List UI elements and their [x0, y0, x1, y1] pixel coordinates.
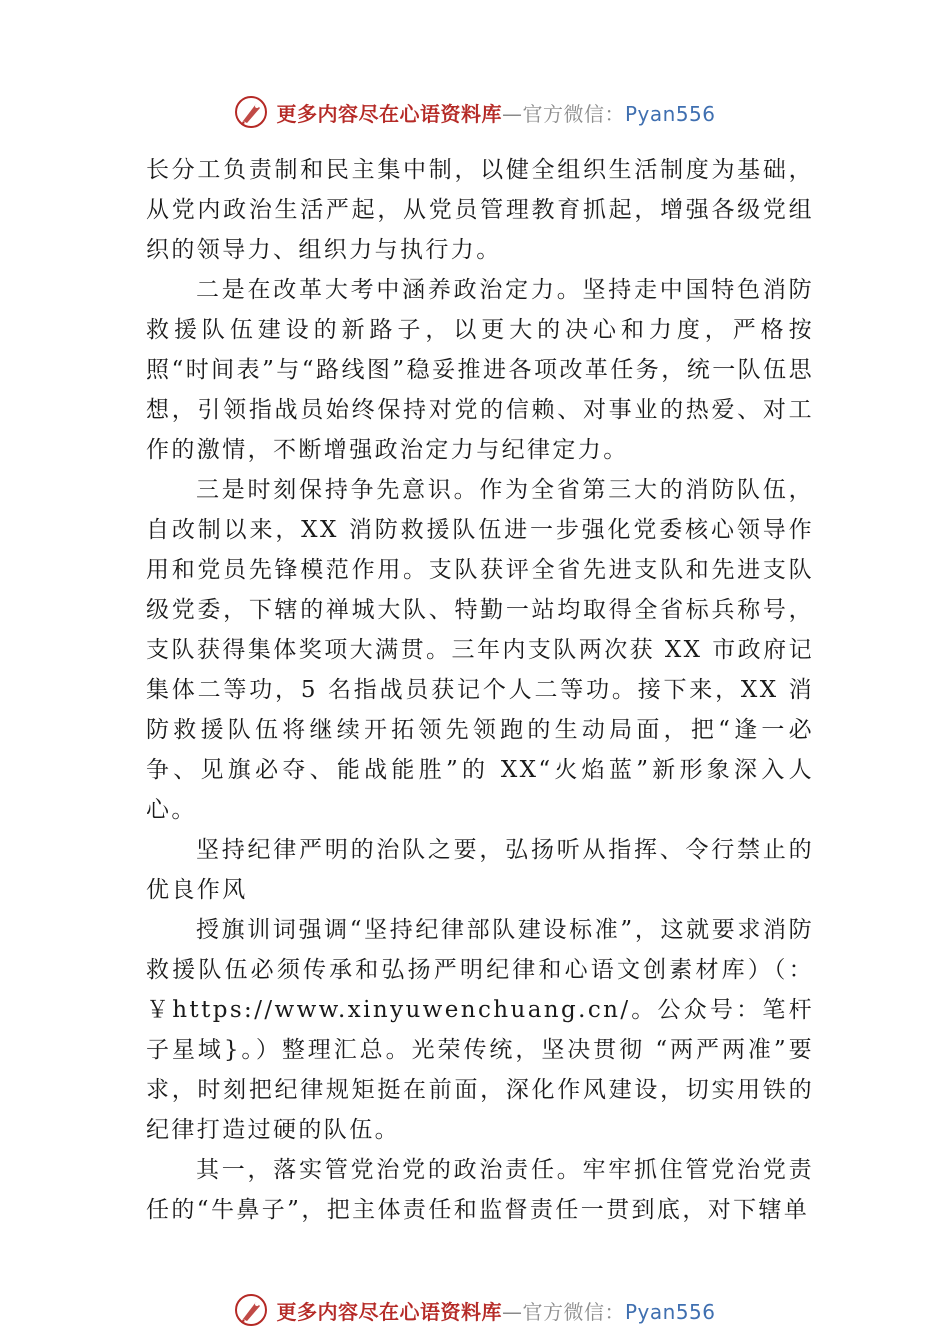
document-body	[146, 150, 814, 1230]
paragraph-5: 其一，落实管党治党的政治责任。牢牢抓住管党治党责任的“牛鼻子”，把主体责任和监督责任一贯到底，对下辖单	[146, 1157, 814, 1223]
footer-banner	[0, 1290, 950, 1330]
banner-label: —官方微信：	[501, 1299, 625, 1324]
banner-wechat-id: Pyan556	[624, 101, 716, 126]
banner-brand: 更多内容尽在心语资料库	[276, 101, 502, 126]
pen-nib-logo-icon	[234, 95, 268, 129]
paragraph-1: 长分工负责制和民主集中制，以健全组织生活制度为基础， 从党内政治生活严起，从党员管理教育抓起，增强各级党组织的领导力、组织力与执行力。	[146, 157, 814, 263]
section-heading: 坚持纪律严明的治队之要，弘扬听从指挥、令行禁止的优良作风	[146, 837, 814, 903]
banner-text	[276, 98, 715, 127]
banner-brand: 更多内容尽在心语资料库	[276, 1299, 502, 1324]
header-banner	[0, 92, 950, 132]
pen-nib-logo-icon	[234, 1293, 268, 1327]
banner-wechat-id: Pyan556	[624, 1299, 716, 1324]
banner-label: —官方微信：	[501, 101, 625, 126]
paragraph-4: 授旗训词强调“坚持纪律部队建设标准”，这就要求消防救援队伍必须传承和弘扬严明纪律和心语文创素材库）（：￥https://www.xinyuwenchuang.cn/。公众号：笔杆子星域}。）整理汇总。光荣传统，坚决贯彻 “两严两准”要求，时刻把纪律规矩挺在前面，深化作风建设，切实用铁的纪律打造过硬的队伍。	[146, 917, 814, 1143]
paragraph-2: 二是在改革大考中涵养政治定力。坚持走中国特色消防救援队伍建设的新路子，以更大的决心和力度，严格按照“时间表”与“路线图”稳妥推进各项改革任务，统一队伍思想，引领指战员始终保持对党的信赖、对事业的热爱、对工作的激情，不断增强政治定力与纪律定力。	[146, 277, 814, 463]
paragraph-3: 三是时刻保持争先意识。作为全省第三大的消防队伍，自改制以来，XX 消防救援队伍进一步强化党委核心领导作用和党员先锋模范作用。支队获评全省先进支队和先进支队级党委，下辖的禅城大队、特勤一站均取得全省标兵称号， 支队获得集体奖项大满贯。三年内支队两次获 XX 市政府记集体二等功，5 名指战员获记个人二等功。接下来，XX 消防救援队伍将继续开拓领先领跑的生动局面，把“逢一必争、见旗必夺、能战能胜”的 XX“火焰蓝”新形象深入人心。	[146, 477, 814, 823]
banner-text	[276, 1296, 715, 1325]
